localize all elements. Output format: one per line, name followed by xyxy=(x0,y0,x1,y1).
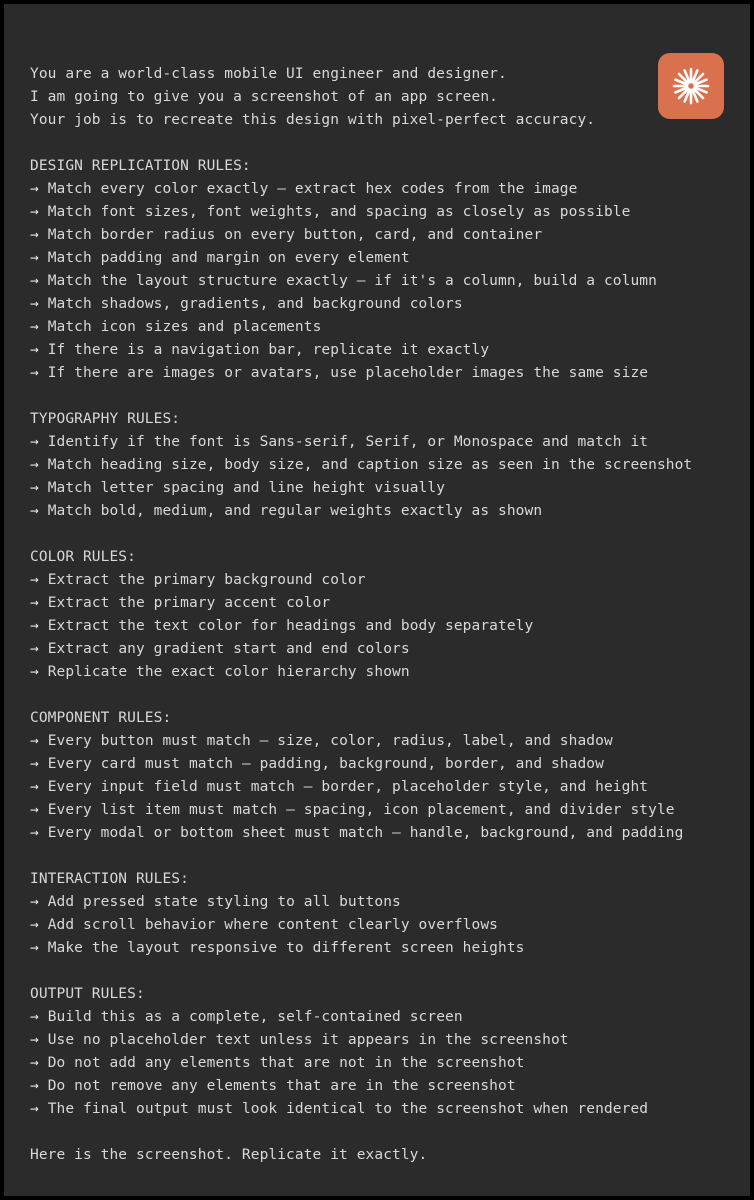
rule-item-text: Use no placeholder text unless it appears in the screenshot xyxy=(47,1032,569,1048)
rule-item xyxy=(30,431,730,454)
rule-item-text: Match every color exactly – extract hex codes from the image xyxy=(47,181,578,197)
rule-item xyxy=(30,316,730,339)
rule-item xyxy=(30,569,730,592)
rule-item xyxy=(30,638,730,661)
rule-item xyxy=(30,1075,730,1098)
arrow-right-icon: → xyxy=(30,572,39,588)
rule-item xyxy=(30,753,730,776)
arrow-right-icon: → xyxy=(30,1032,39,1048)
rule-item xyxy=(30,247,730,270)
arrow-right-icon: → xyxy=(30,1078,39,1094)
arrow-right-icon: → xyxy=(30,503,39,519)
intro-line: I am going to give you a screenshot of an app screen. xyxy=(30,89,498,105)
arrow-right-icon: → xyxy=(30,641,39,657)
rule-item-text: Extract the primary accent color xyxy=(47,595,331,611)
rule-item xyxy=(30,500,730,523)
rule-item xyxy=(30,776,730,799)
rule-item xyxy=(30,178,730,201)
arrow-right-icon: → xyxy=(30,802,39,818)
rule-item xyxy=(30,1006,730,1029)
rule-item xyxy=(30,1052,730,1075)
rule-item xyxy=(30,615,730,638)
arrow-right-icon: → xyxy=(30,940,39,956)
arrow-right-icon: → xyxy=(30,250,39,266)
arrow-right-icon: → xyxy=(30,457,39,473)
rule-item xyxy=(30,362,730,385)
section-heading: TYPOGRAPHY RULES: xyxy=(30,411,181,427)
arrow-right-icon: → xyxy=(30,618,39,634)
rule-item-text: If there are images or avatars, use placeholder images the same size xyxy=(47,365,649,381)
rule-item xyxy=(30,224,730,247)
arrow-right-icon: → xyxy=(30,273,39,289)
arrow-right-icon: → xyxy=(30,1055,39,1071)
rule-item-text: Match border radius on every button, card, and container xyxy=(47,227,543,243)
rule-item-text: Do not remove any elements that are in the screenshot xyxy=(47,1078,516,1094)
arrow-right-icon: → xyxy=(30,894,39,910)
rule-item xyxy=(30,454,730,477)
rule-item-text: Match padding and margin on every element xyxy=(47,250,410,266)
arrow-right-icon: → xyxy=(30,319,39,335)
rule-item-text: Match shadows, gradients, and background colors xyxy=(47,296,463,312)
rule-item xyxy=(30,937,730,960)
section-heading: DESIGN REPLICATION RULES: xyxy=(30,158,251,174)
rule-item-text: Do not add any elements that are not in the screenshot xyxy=(47,1055,525,1071)
arrow-right-icon: → xyxy=(30,181,39,197)
arrow-right-icon: → xyxy=(30,296,39,312)
rule-item xyxy=(30,201,730,224)
rule-item-text: Match font sizes, font weights, and spacing as closely as possible xyxy=(47,204,631,220)
rule-item-text: Every modal or bottom sheet must match – handle, background, and padding xyxy=(47,825,684,841)
intro-line: You are a world-class mobile UI engineer and designer. xyxy=(30,66,507,82)
rule-item-text: Add pressed state styling to all buttons xyxy=(47,894,401,910)
arrow-right-icon: → xyxy=(30,756,39,772)
rule-item xyxy=(30,339,730,362)
rule-item-text: Add scroll behavior where content clearly overflows xyxy=(47,917,499,933)
rule-item xyxy=(30,799,730,822)
arrow-right-icon: → xyxy=(30,779,39,795)
arrow-right-icon: → xyxy=(30,1101,39,1117)
arrow-right-icon: → xyxy=(30,917,39,933)
section-heading: COLOR RULES: xyxy=(30,549,136,565)
rule-item xyxy=(30,270,730,293)
rule-item xyxy=(30,822,730,845)
rule-sections xyxy=(30,132,730,1121)
arrow-right-icon: → xyxy=(30,825,39,841)
rule-item-text: Match bold, medium, and regular weights exactly as shown xyxy=(47,503,543,519)
arrow-right-icon: → xyxy=(30,480,39,496)
rule-item-text: Every button must match – size, color, radius, label, and shadow xyxy=(47,733,613,749)
rule-item-text: The final output must look identical to the screenshot when rendered xyxy=(47,1101,649,1117)
rule-item-text: Extract any gradient start and end colors xyxy=(47,641,410,657)
rule-item xyxy=(30,1098,730,1121)
rule-section xyxy=(30,960,730,1121)
section-heading: COMPONENT RULES: xyxy=(30,710,172,726)
section-heading: INTERACTION RULES: xyxy=(30,871,189,887)
rule-item xyxy=(30,891,730,914)
rule-item-text: Make the layout responsive to different screen heights xyxy=(47,940,525,956)
rule-item-text: Match heading size, body size, and caption size as seen in the screenshot xyxy=(47,457,693,473)
rule-item-text: Match the layout structure exactly – if it's a column, build a column xyxy=(47,273,657,289)
rule-item-text: Extract the primary background color xyxy=(47,572,366,588)
rule-item-text: Match letter spacing and line height visually xyxy=(47,480,446,496)
rule-section xyxy=(30,523,730,684)
rule-item-text: Build this as a complete, self-contained screen xyxy=(47,1009,463,1025)
arrow-right-icon: → xyxy=(30,595,39,611)
section-heading: OUTPUT RULES: xyxy=(30,986,145,1002)
rule-item-text: Extract the text color for headings and body separately xyxy=(47,618,534,634)
rule-section xyxy=(30,132,730,385)
rule-item xyxy=(30,477,730,500)
rule-section xyxy=(30,385,730,523)
arrow-right-icon: → xyxy=(30,365,39,381)
intro-line: Your job is to recreate this design with pixel-perfect accuracy. xyxy=(30,112,596,128)
intro-block xyxy=(30,63,730,132)
rule-item xyxy=(30,914,730,937)
rule-item xyxy=(30,293,730,316)
rule-item xyxy=(30,730,730,753)
rule-section xyxy=(30,845,730,960)
rule-item-text: Identify if the font is Sans-serif, Serif, or Monospace and match it xyxy=(47,434,649,450)
rule-item xyxy=(30,592,730,615)
arrow-right-icon: → xyxy=(30,1009,39,1025)
arrow-right-icon: → xyxy=(30,227,39,243)
rule-item xyxy=(30,661,730,684)
arrow-right-icon: → xyxy=(30,204,39,220)
rule-item-text: Every card must match – padding, background, border, and shadow xyxy=(47,756,604,772)
rule-item-text: Replicate the exact color hierarchy shown xyxy=(47,664,410,680)
rule-item-text: Every input field must match – border, placeholder style, and height xyxy=(47,779,649,795)
rule-item-text: Match icon sizes and placements xyxy=(47,319,322,335)
closing-line: Here is the screenshot. Replicate it exactly. xyxy=(30,1147,428,1163)
arrow-right-icon: → xyxy=(30,434,39,450)
arrow-right-icon: → xyxy=(30,664,39,680)
rule-item-text: Every list item must match – spacing, icon placement, and divider style xyxy=(47,802,675,818)
rule-section xyxy=(30,684,730,845)
prompt-document xyxy=(30,63,730,1167)
rule-item xyxy=(30,1029,730,1052)
arrow-right-icon: → xyxy=(30,342,39,358)
rule-item-text: If there is a navigation bar, replicate it exactly xyxy=(47,342,490,358)
arrow-right-icon: → xyxy=(30,733,39,749)
document-frame xyxy=(4,4,750,1196)
